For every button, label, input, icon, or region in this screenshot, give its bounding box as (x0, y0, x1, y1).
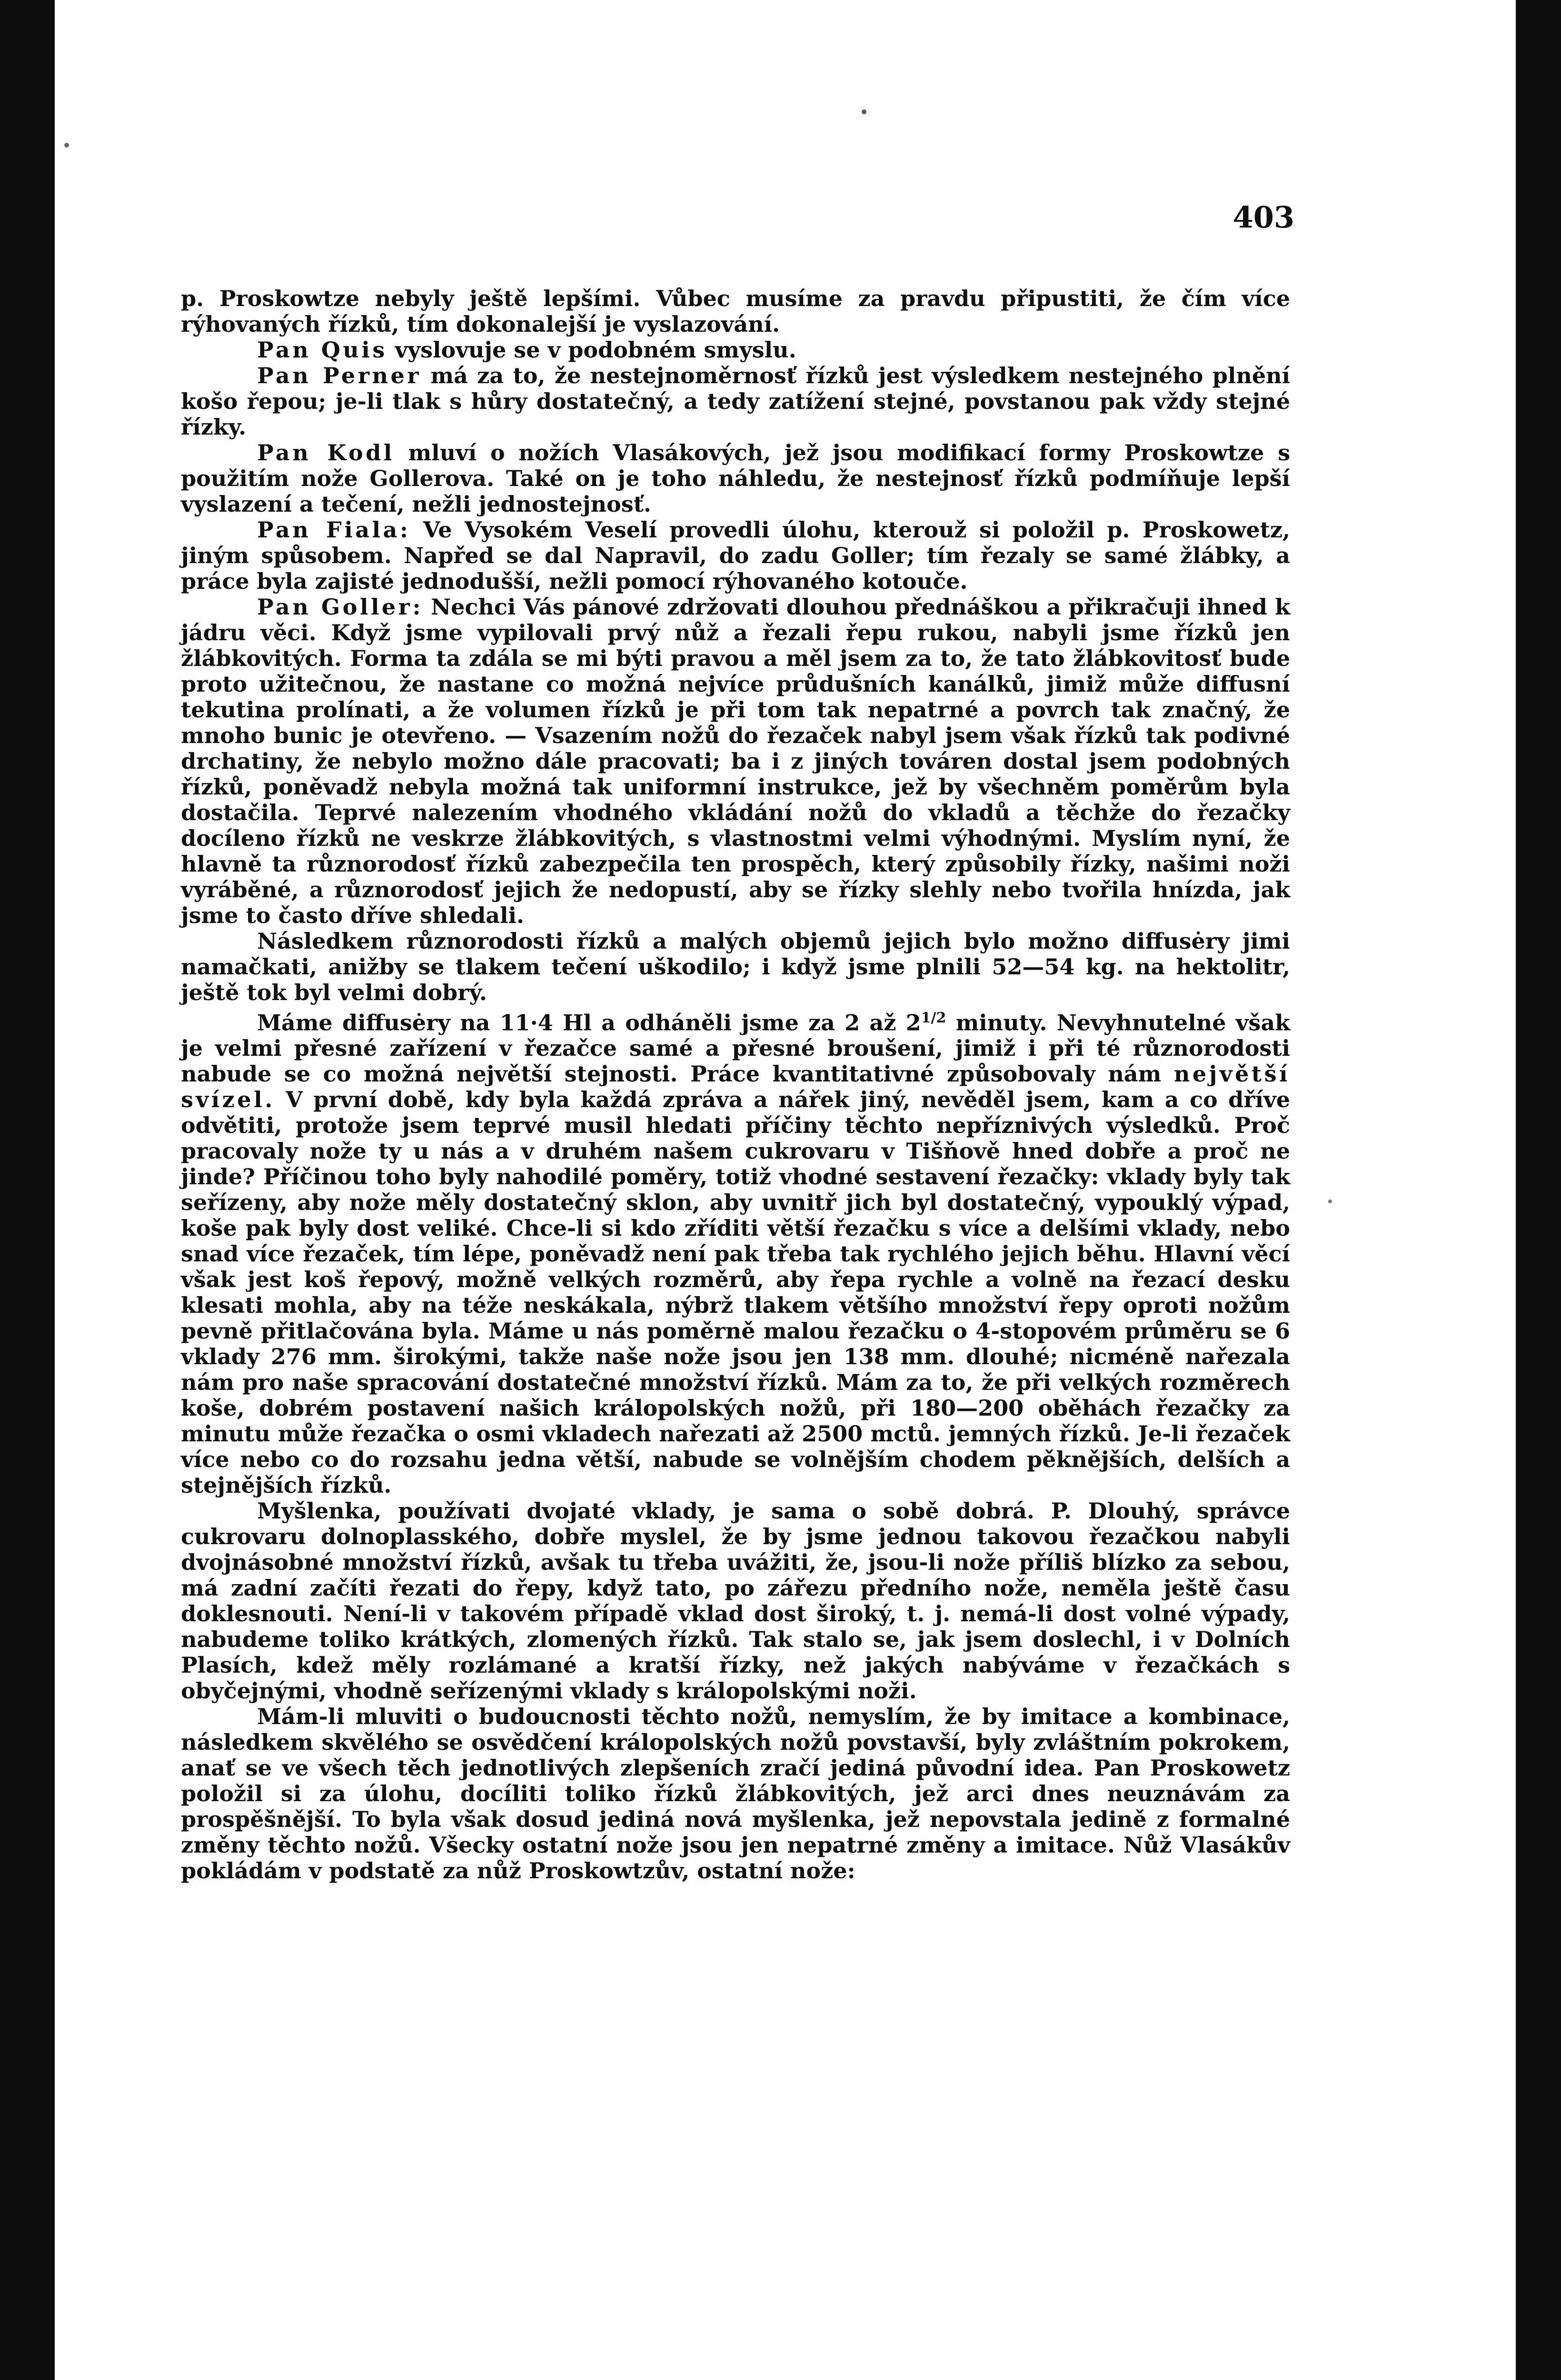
paragraph-text: mluví o nožích Vlasákových, jež jsou modifikací formy Proskowtze s použitím nože Gollerova. Také on je toho náhledu, že nestejnosť řízků podmíňuje lepší vyslazení a tečení, nežli jednostejnosť. (181, 440, 1290, 517)
scan-speck (862, 109, 866, 114)
scan-speck (64, 143, 69, 148)
paragraph-text: Ve Vysokém Veselí provedli úlohu, kterouž si položil p. Proskowetz, jiným spůsobem. Napřed se dal Napravil, do zadu Goller; tím řezaly se samé žlábky, a práce byla zajisté jednodušší, nežli pomocí rýhovaného kotouče. (181, 517, 1290, 594)
paragraph-diffusers: Následkem různorodosti řízků a malých objemů jejich bylo možno diffusėry jimi namačkati, anižby se tlakem tečení uškodilo; i když jsme plnili 52—54 kg. na hektolitr, ještě tok byl velmi dobrý. (181, 928, 1290, 1005)
paragraph-text: minuty. Nevyhnutelné však je velmi přesné zařízení v řezačce samé a přesné broušení, jimiž i při té různorodosti nabude se co možná největší stejnosti. Práce kvantitativné způsobovaly nám (181, 1010, 1290, 1087)
paragraph-text: Máme diffusėry na 11·4 Hl a odháněli jsme za 2 až 2 (257, 1010, 921, 1036)
body-text (181, 286, 1290, 1884)
paragraph-cutting (181, 1005, 1290, 1498)
emphasis-text: největší svízel. (181, 1061, 1290, 1113)
paragraph-text: má za to, že nestejnoměrnosť řízků jest výsledkem nestejného plnění košo řepou; je-li tlak s hůry dostatečný, a tedy zatížení stejné, povstanou pak vždy stejné řízky. (181, 363, 1291, 440)
paragraph-text: vyslovuje se v podobném smyslu. (387, 337, 796, 363)
paragraph-double-inserts: Myšlenka, používati dvojaté vklady, je sama o sobě dobrá. P. Dlouhý, správce cukrovaru dolnoplasského, dobře myslel, že by jsme jednou takovou řezačkou nabyli dvojnásobné množství řízků, avšak tu třeba uvážiti, že, jsou-li nože příliš blízko za sebou, má zadní začíti řezati do řepy, když tato, po zářezu předního nože, neměla ještě času doklesnouti. Není-li v takovém případě vklad dost široký, t. j. nemá-li dost volné výpady, nabudeme toliko krátkých, zlomených řízků. Tak stalo se, jak jsem doslechl, i v Dolních Plasích, kdež měly rozlámané a kratší řízky, než jakých nabýváme v řezačkách s obyčejnými, vhodně seřízenými vklady s králopolskými noži. (181, 1498, 1290, 1704)
scan-speck (1328, 1200, 1332, 1203)
paragraph-text: V první době, kdy byla každá zpráva a nářek jiný, nevěděl jsem, kam a co dříve odvětiti, protože jsem teprvé musil hledati příčiny těchto nepříznivých výsledků. Proč pracovaly nože ty u nás a v druhém našem cukrovaru v Tišňově hned dobře a proč ne jinde? Příčinou toho byly nahodilé poměry, totiž vhodné sestavení řezačky: vklady byly tak seřízeny, aby nože měly dostatečný sklon, aby uvnitř jich byl dostatečný, vypouklý výpad, koše pak byly dost veliké. Chce-li si kdo zříditi větší řezačku s více a delšími vklady, nebo snad více řezaček, tím lépe, poněvadž není pak třeba tak rychlého jejich běhu. Hlavní věcí však jest koš řepový, možně velkých rozměrů, aby řepa rychle a volně na řezací desku klesati mohla, aby na téže neskákala, nýbrž tlakem většího množství řepy oproti nožům pevně přitlačována byla. Máme u nás poměrně malou řezačku o 4-stopovém průměru se 6 vklady 276 mm. širokými, takže naše nože jsou jen 138 mm. dlouhé; nicméně nařezala nám pro naše spracování dostatečné množství řízků. Mám za to, že při velkých rozměrech koše, dobrém postavení našich králopolských nožů, při 180—200 oběhách řezačky za minutu může řezačka o osmi vkladech nařezati až 2500 mctů. jemných řízků. Je-li řezaček více nebo co do rozsahu jedna větší, nabude se volnějším chodem pěknějších, delších a stejnějších řízků. (181, 1087, 1290, 1498)
paragraph-goller (181, 594, 1290, 928)
speaker-name: Pan Goller: (257, 594, 423, 620)
speaker-name: Pan Fiala: (257, 517, 411, 543)
speaker-name: Pan Perner (257, 363, 421, 388)
scan-border-left (0, 0, 55, 2380)
speaker-name: Pan Kodl (257, 440, 395, 466)
paragraph-text: Nechci Vás pánové zdržovati dlouhou přednáškou a přikračuji ihned k jádru věci. Když jsme vypilovali prvý nůž a řezali řepu rukou, nabyli jsme řízků jen žlábkovitých. Forma ta zdála se mi býti pravou a měl jsem za to, že tato žlábkovitosť bude proto užitečnou, že nastane co možná nejvíce průdušních kanálků, jimiž může diffusní tekutina prolínati, a že volumen řízků je při tom tak nepatrné a povrch tak značný, že mnoho bunic je otevřeno. — Vsazením nožů do řezaček nabyl jsem však řízků tak podivné drchatiny, že nebylo možno dále pracovati; ba i z jiných továren dostal jsem podobných řízků, poněvadž nebyla možná tak uniformní instrukce, jež by všechněm poměrům byla dostačila. Teprvé nalezením vhodného vkládání nožů do vkladů a těchže do řezačky docíleno řízků ne veskrze žlábkovitých, s vlastnostmi velmi výhodnými. Myslím nyní, že hlavně ta různorodosť řízků zabezpečila ten prospěch, který způsobily řízky, našimi noži vyráběné, a různorodosť jejich že nedopustí, aby se řízky slehly nebo tvořila hnízda, jak jsme to často dříve shledali. (181, 594, 1290, 928)
paragraph-perner (181, 363, 1290, 440)
paragraph-fiala (181, 517, 1290, 594)
scan-border-right (1516, 0, 1561, 2380)
fraction: 1/2 (921, 1010, 946, 1026)
paragraph-kodl (181, 440, 1290, 517)
paragraph-future: Mám-li mluviti o budoucnosti těchto nožů, nemyslím, že by imitace a kombinace, následkem skvělého se osvědčení králopolských nožů povstavší, byly zvláštním pokrokem, anať se ve všech těch jednotlivých zlepšeních zračí jediná původní idea. Pan Proskowetz položil si za úlohu, docíliti toliko řízků žlábkovitých, jež arci dnes neuznávám za prospěšnější. To byla však dosud jediná nová myšlenka, jež nepovstala jedině z formalné změny těchto nožů. Všecky ostatní nože jsou jen nepatrné změny a imitace. Nůž Vlasákův pokládám v podstatě za nůž Proskowtzův, ostatní nože: (181, 1704, 1290, 1884)
paragraph-continuation: p. Proskowtze nebyly ještě lepšími. Vůbec musíme za pravdu připustiti, že čím více rýhovaných řízků, tím dokonalejší je vyslazování. (181, 286, 1290, 337)
page-number: 403 (1233, 200, 1294, 235)
speaker-name: Pan Quis (257, 337, 388, 363)
paragraph-quis (181, 337, 1290, 363)
